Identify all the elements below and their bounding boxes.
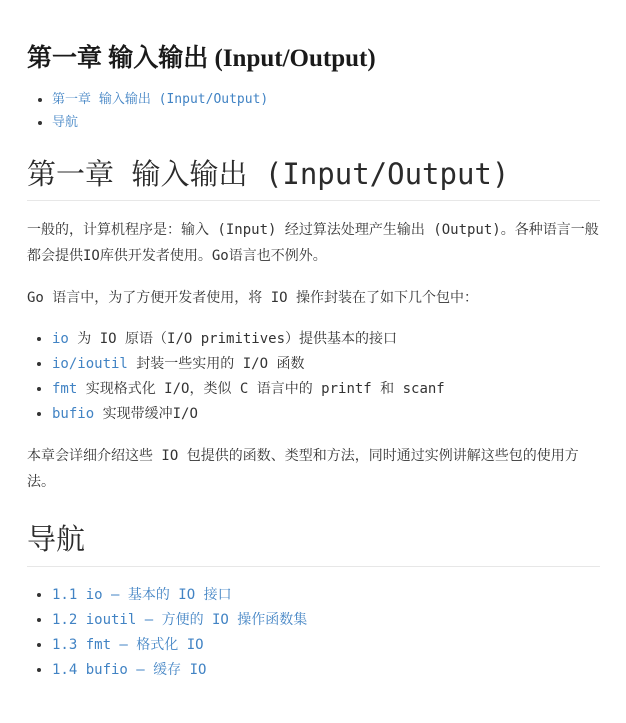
list-item	[52, 658, 600, 683]
toc-link-nav[interactable]: 导航	[52, 115, 79, 130]
list-item	[52, 402, 600, 427]
package-desc: 实现带缓冲I/O	[102, 406, 198, 423]
nav-link-1-4-bufio[interactable]: 1.4 bufio — 缓存 IO	[52, 661, 207, 678]
intro-paragraph: 一般的，计算机程序是：输入 (Input) 经过算法处理产生输出 (Output)。各种语言一般都会提供IO库供开发者使用。Go语言也不例外。	[27, 222, 599, 265]
list-item	[52, 327, 600, 352]
package-link-io[interactable]: io	[52, 331, 69, 348]
package-desc: 实现格式化 I/O，类似 C 语言中的 printf 和 scanf	[85, 381, 445, 398]
nav-link-1-1-io[interactable]: 1.1 io — 基本的 IO 接口	[52, 586, 232, 603]
nav-list	[27, 583, 600, 683]
mini-toc	[27, 88, 600, 134]
list-item	[52, 633, 600, 658]
list-item	[52, 377, 600, 402]
outro-paragraph: 本章会详细介绍这些 IO 包提供的函数、类型和方法，同时通过实例讲解这些包的使用方法。	[27, 448, 579, 491]
package-link-bufio[interactable]: bufio	[52, 406, 95, 423]
package-link-ioutil[interactable]: io/ioutil	[52, 356, 128, 373]
toc-link-chapter[interactable]: 第一章 输入输出 (Input/Output)	[52, 92, 269, 107]
page-title: 第一章 输入输出 (Input/Output)	[27, 45, 376, 72]
package-desc: 封装一些实用的 I/O 函数	[136, 356, 305, 373]
nav-heading: 导航	[27, 521, 600, 566]
list-item	[52, 88, 600, 111]
list-item	[52, 608, 600, 633]
packages-lead-paragraph: Go 语言中，为了方便开发者使用，将 IO 操作封装在了如下几个包中：	[27, 290, 478, 307]
nav-link-1-3-fmt[interactable]: 1.3 fmt — 格式化 IO	[52, 636, 204, 653]
list-item	[52, 111, 600, 134]
list-item	[52, 583, 600, 608]
package-list	[27, 327, 600, 427]
package-desc: 为 IO 原语（I/O primitives）提供基本的接口	[77, 331, 398, 348]
nav-link-1-2-ioutil[interactable]: 1.2 ioutil — 方便的 IO 操作函数集	[52, 611, 308, 628]
chapter-heading: 第一章 输入输出 (Input/Output)	[27, 156, 600, 201]
package-link-fmt[interactable]: fmt	[52, 381, 78, 398]
list-item	[52, 352, 600, 377]
